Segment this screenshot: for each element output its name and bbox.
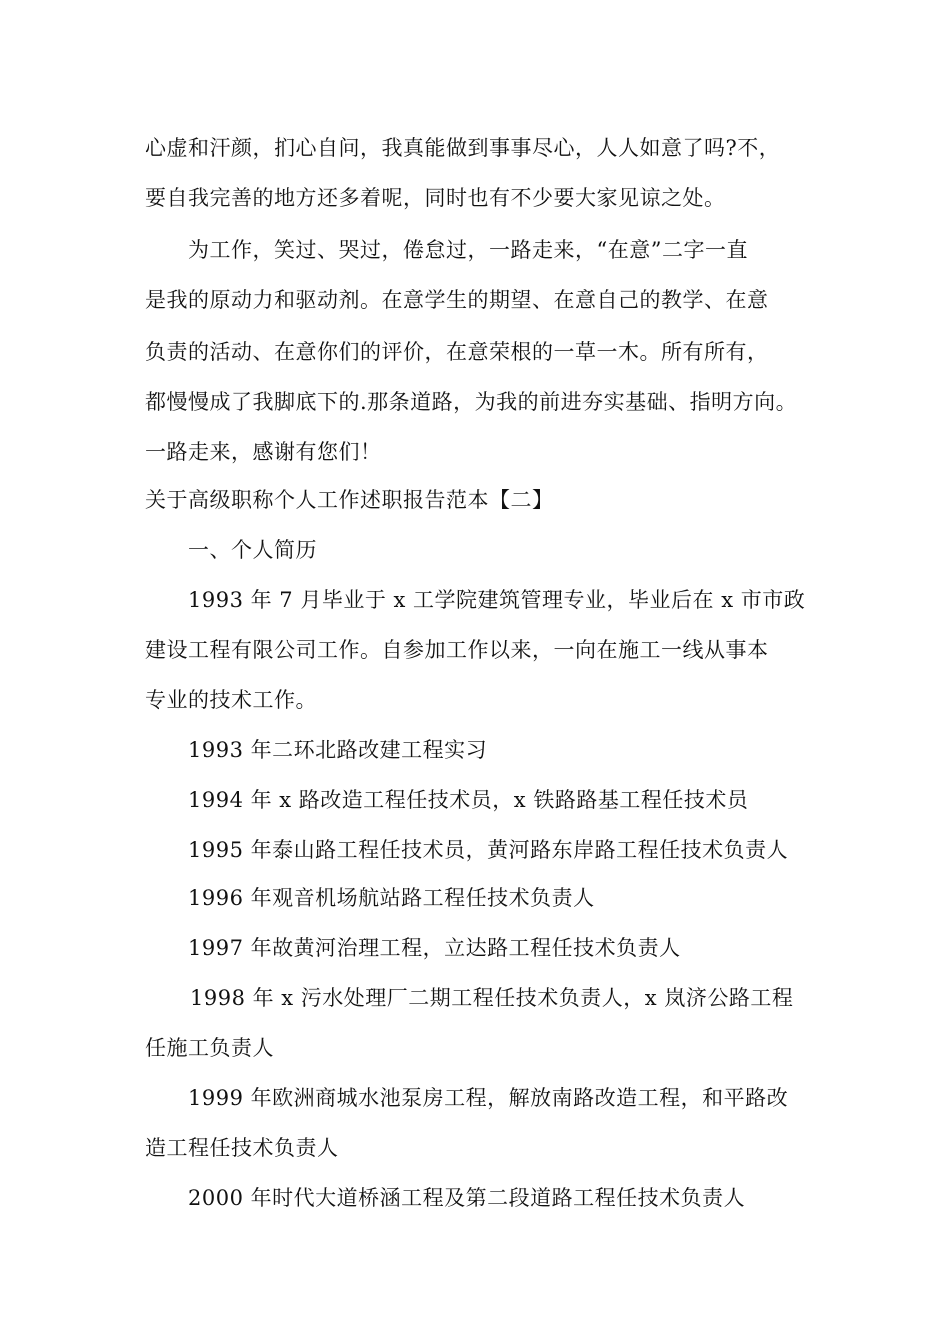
list-item: 1998 年 x 污水处理厂二期工程任技术负责人，x 岚济公路工程 [190,986,794,1010]
list-item: 1997 年故黄河治理工程，立达路工程任技术负责人 [188,936,681,960]
list-item: 1993 年二环北路改建工程实习 [188,738,488,762]
subsection-heading: 一、个人简历 [188,538,317,562]
text-line: 要自我完善的地方还多着呢，同时也有不少要大家见谅之处。 [145,186,726,210]
text-line: 一路走来，感谢有您们！ [145,440,382,464]
text-line: 是我的原动力和驱动剂。在意学生的期望、在意自己的教学、在意 [145,288,769,312]
text-line: 心虚和汗颜，扪心自问，我真能做到事事尽心，人人如意了吗?不， [145,136,781,160]
text-line: 建设工程有限公司工作。自参加工作以来，一向在施工一线从事本 [145,638,769,662]
list-item: 2000 年时代大道桥涵工程及第二段道路工程任技术负责人 [188,1186,746,1210]
section-heading: 关于高级职称个人工作述职报告范本【二】 [145,488,554,512]
text-line: 负责的活动、在意你们的评价，在意荣根的一草一木。所有所有， [145,340,769,364]
list-item: 1996 年观音机场航站路工程任技术负责人 [188,886,595,910]
list-item: 1999 年欧洲商城水池泵房工程，解放南路改造工程，和平路改 [188,1086,789,1110]
list-item: 1995 年泰山路工程任技术员，黄河路东岸路工程任技术负责人 [188,838,789,862]
text-line: 为工作，笑过、哭过，倦怠过，一路走来，“在意”二字一直 [188,238,748,262]
text-line: 专业的技术工作。 [145,688,317,712]
text-line: 任施工负责人 [145,1036,274,1060]
text-line: 都慢慢成了我脚底下的.那条道路，为我的前进夯实基础、指明方向。 [145,390,798,414]
list-item: 1994 年 x 路改造工程任技术员，x 铁路路基工程任技术员 [188,788,749,812]
text-line: 1993 年 7 月毕业于 x 工学院建筑管理专业，毕业后在 x 市市政 [188,588,806,612]
text-line: 造工程任技术负责人 [145,1136,339,1160]
